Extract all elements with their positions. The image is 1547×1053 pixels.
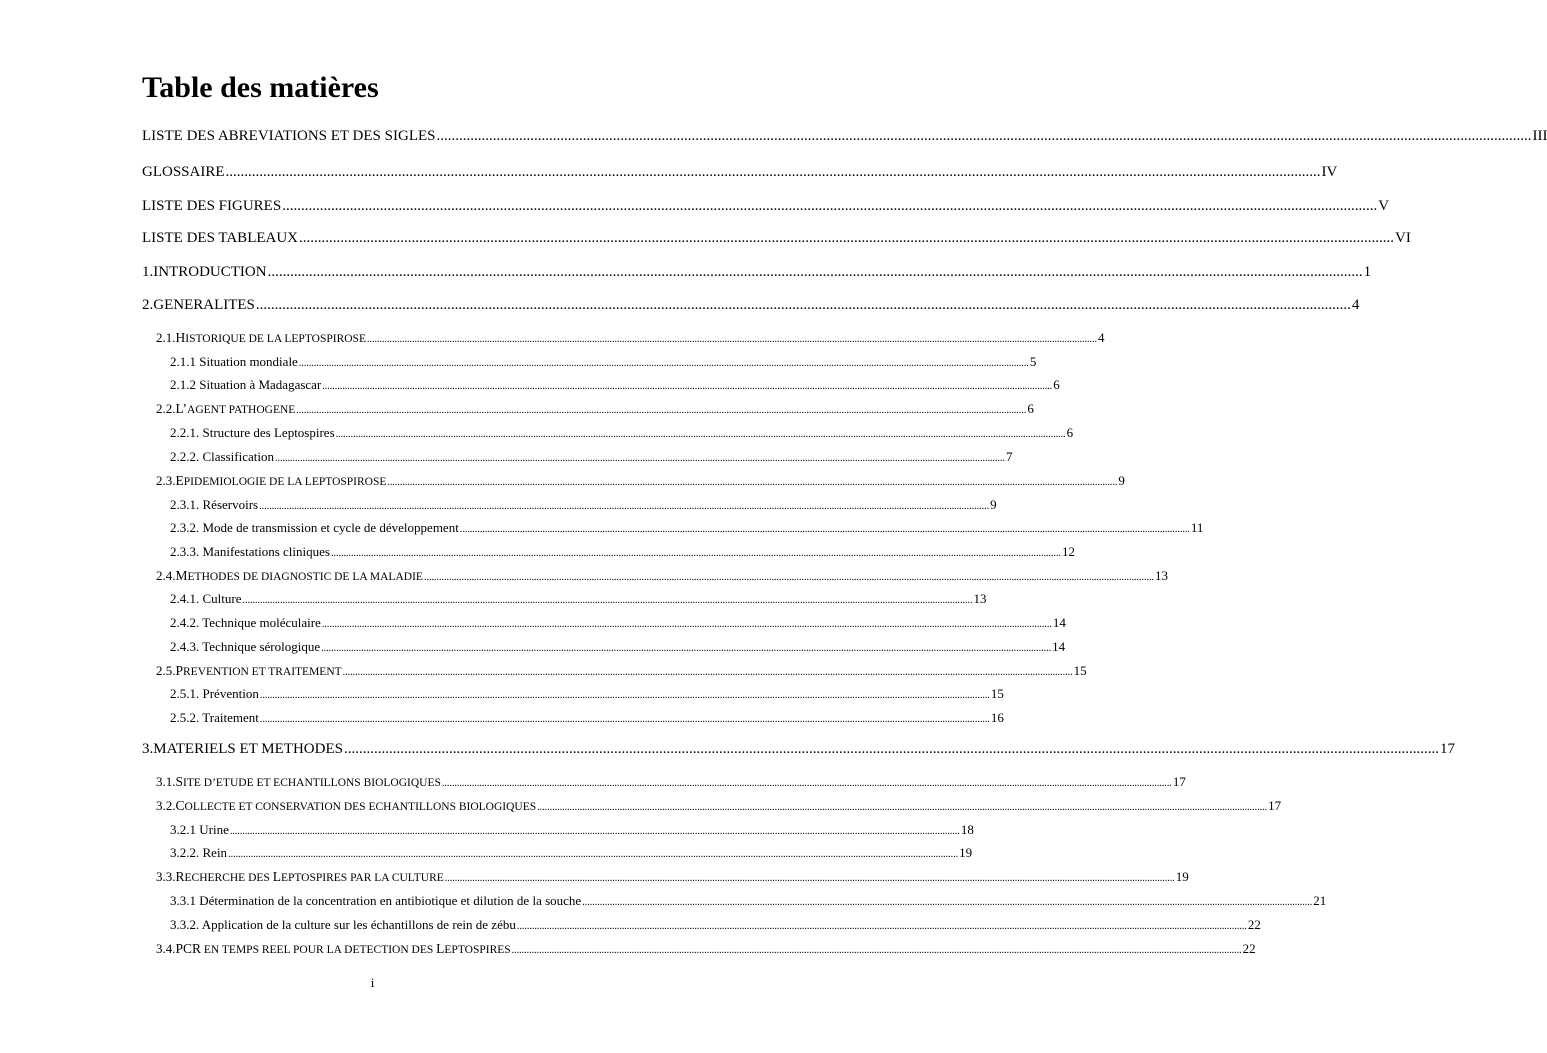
toc-entry-label: GENERALITES: [153, 297, 255, 313]
toc-subsection[interactable]: [170, 425, 1074, 441]
dot-leader: [230, 826, 960, 837]
toc-entry-page: 13: [1154, 568, 1168, 583]
dot-leader: [343, 667, 1073, 678]
toc-entry-page: 12: [1061, 544, 1075, 559]
toc-subsection[interactable]: [170, 497, 997, 513]
dot-leader: [296, 405, 1026, 416]
dot-leader: [243, 595, 973, 606]
toc-subsection[interactable]: [170, 544, 1075, 560]
toc-entry-number: 3.: [142, 741, 154, 757]
toc-entry[interactable]: [142, 128, 1547, 145]
toc-subsection[interactable]: [170, 822, 974, 838]
toc-entry-label: RECHERCHE DES LEPTOSPIRES PAR LA CULTURE: [175, 869, 444, 884]
toc-section[interactable]: [156, 798, 1282, 814]
toc-entry-label: 3.3.2. Application de la culture sur les échantillons de rein de zébu: [170, 917, 516, 932]
dot-leader: [260, 690, 990, 701]
dot-leader: [344, 741, 1439, 758]
toc-entry-page: V: [1378, 198, 1390, 214]
toc-entry-number: 3.2.: [156, 798, 176, 813]
toc-entry-page: 17: [1439, 741, 1455, 757]
toc-entry-label: PCR EN TEMPS REEL POUR LA DETECTION DES LEPTOSPIRES: [175, 941, 511, 956]
toc-entry-page: 14: [1052, 639, 1066, 654]
toc-chapter[interactable]: [142, 297, 1360, 314]
toc-subsection[interactable]: [170, 520, 1204, 536]
dot-leader: [275, 453, 1005, 464]
toc-entry-page: 15: [1073, 663, 1087, 678]
toc-entry-number: 2.5.: [156, 663, 176, 678]
dot-leader: [460, 524, 1190, 535]
toc-entry[interactable]: [142, 230, 1411, 247]
toc-entry-label: INTRODUCTION: [153, 264, 267, 280]
toc-entry-page: 4: [1097, 330, 1105, 345]
toc-entry-label: LISTE DES FIGURES: [142, 198, 282, 214]
dot-leader: [322, 381, 1052, 392]
dot-leader: [260, 714, 990, 725]
toc-section[interactable]: [156, 869, 1189, 885]
toc-entry-page: VI: [1395, 230, 1411, 246]
toc-entry-label: 2.4.3. Technique sérologique: [170, 639, 321, 654]
toc-entry-page: 6: [1053, 377, 1060, 392]
toc-entry-page: 22: [1247, 917, 1261, 932]
dot-leader: [517, 921, 1247, 932]
dot-leader: [367, 334, 1097, 345]
toc-entry-page: 21: [1313, 893, 1327, 908]
dot-leader: [582, 897, 1312, 908]
toc-entry-number: 2.1.: [156, 330, 176, 345]
dot-leader: [299, 358, 1029, 369]
toc-entry-label: 2.5.2. Traitement: [170, 710, 259, 725]
dot-leader: [268, 264, 1363, 281]
toc-entry[interactable]: [142, 164, 1338, 181]
toc-entry-label: PREVENTION ET TRAITEMENT: [175, 663, 342, 678]
toc-subsection[interactable]: [170, 639, 1066, 655]
toc-entry[interactable]: [142, 198, 1390, 215]
toc-subsection[interactable]: [170, 615, 1066, 631]
toc-chapter[interactable]: [142, 741, 1455, 758]
toc-entry-page: 17: [1268, 798, 1282, 813]
toc-subsection[interactable]: [170, 449, 1013, 465]
toc-entry-number: 3.3.: [156, 869, 176, 884]
dot-leader: [445, 873, 1175, 884]
toc-entry-number: 2.2.: [156, 401, 176, 416]
toc-section[interactable]: [156, 568, 1168, 584]
toc-entry-page: IV: [1321, 164, 1338, 180]
toc-entry-label: 2.1.1 Situation mondiale: [170, 354, 298, 369]
toc-section[interactable]: [156, 401, 1034, 417]
toc-entry-label: 2.1.2 Situation à Madagascar: [170, 377, 322, 392]
toc-entry-number: 3.1.: [156, 774, 176, 789]
toc-subsection[interactable]: [170, 917, 1261, 933]
dot-leader: [442, 778, 1172, 789]
dot-leader: [228, 849, 958, 860]
dot-leader: [259, 501, 989, 512]
dot-leader: [424, 572, 1154, 583]
toc-entry-page: 9: [1118, 473, 1125, 488]
toc-entry-label: L’AGENT PATHOGENE: [175, 401, 296, 416]
toc-entry-number: 2.3.: [156, 473, 176, 488]
toc-entry-label: MATERIELS ET METHODES: [153, 741, 343, 757]
toc-section[interactable]: [156, 330, 1105, 346]
toc-entry-label: LISTE DES TABLEAUX: [142, 230, 299, 246]
toc-entry-label: 2.3.1. Réservoirs: [170, 497, 259, 512]
toc-entry-page: 7: [1006, 449, 1013, 464]
dot-leader: [537, 802, 1267, 813]
toc-entry-number: 1.: [142, 264, 154, 280]
toc-entry-label: HISTORIQUE DE LA LEPTOSPIROSE: [175, 330, 366, 345]
toc-entry-number: 2.4.: [156, 568, 176, 583]
dot-leader: [322, 619, 1052, 630]
toc-subsection[interactable]: [170, 893, 1327, 909]
toc-entry-number: 3.4.: [156, 941, 176, 956]
toc-entry-label: 2.4.1. Culture: [170, 591, 242, 606]
toc-entry-page: 11: [1190, 520, 1204, 535]
dot-leader: [331, 548, 1061, 559]
dot-leader: [321, 643, 1051, 654]
toc-entry-page: 15: [990, 686, 1004, 701]
dot-leader: [226, 164, 1321, 181]
toc-entry-label: 2.2.2. Classification: [170, 449, 274, 464]
toc-entry-page: 22: [1242, 941, 1256, 956]
toc-entry-page: 17: [1172, 774, 1186, 789]
toc-entry-page: 19: [1175, 869, 1189, 884]
toc-entry-page: III: [1532, 128, 1547, 144]
page-title: Table des matières: [142, 71, 379, 104]
toc-entry-label: COLLECTE ET CONSERVATION DES ECHANTILLONS BIOLOGIQUES: [175, 798, 537, 813]
toc-section[interactable]: [156, 774, 1186, 790]
toc-subsection[interactable]: [170, 354, 1037, 370]
toc-entry-page: 6: [1027, 401, 1034, 416]
toc-entry-page: 19: [959, 845, 973, 860]
dot-leader: [299, 230, 1394, 247]
toc-entry-label: 2.5.1. Prévention: [170, 686, 259, 701]
toc-subsection[interactable]: [170, 845, 973, 861]
dot-leader: [512, 945, 1242, 956]
toc-entry-label: 2.2.1. Structure des Leptospires: [170, 425, 335, 440]
toc-entry-page: 5: [1029, 354, 1037, 369]
toc-entry-label: SITE D’ETUDE ET ECHANTILLONS BIOLOGIQUES: [175, 774, 441, 789]
toc-entry-label: 2.3.2. Mode de transmission et cycle de développement: [170, 520, 459, 535]
toc-entry-label: 3.2.2. Rein: [170, 845, 228, 860]
toc-entry-label: GLOSSAIRE: [142, 164, 225, 180]
toc-subsection[interactable]: [170, 686, 1004, 702]
toc-entry-page: 6: [1066, 425, 1074, 440]
dot-leader: [436, 128, 1531, 145]
toc-entry-label: 3.3.1 Détermination de la concentration en antibiotique et dilution de la souche: [170, 893, 582, 908]
toc-section[interactable]: [156, 941, 1256, 957]
dot-leader: [256, 297, 1351, 314]
toc-entry-label: 3.2.1 Urine: [170, 822, 229, 837]
toc-entry-label: EPIDEMIOLOGIE DE LA LEPTOSPIROSE: [175, 473, 387, 488]
toc-entry-page: 1: [1363, 264, 1372, 280]
dot-leader: [336, 429, 1066, 440]
toc-section[interactable]: [156, 663, 1087, 679]
toc-entry-page: 14: [1052, 615, 1066, 630]
toc-section[interactable]: [156, 473, 1125, 489]
toc-entry-label: 2.3.3. Manifestations cliniques: [170, 544, 330, 559]
toc-entry-page: 9: [990, 497, 997, 512]
toc-subsection[interactable]: [170, 591, 987, 607]
toc-subsection[interactable]: [170, 710, 1004, 726]
toc-entry-label: LISTE DES ABREVIATIONS ET DES SIGLES: [142, 128, 436, 144]
toc-entry-page: 18: [960, 822, 974, 837]
page-number: i: [370, 975, 375, 990]
toc-subsection[interactable]: [170, 377, 1060, 393]
toc-entry-page: 4: [1351, 297, 1360, 313]
dot-leader: [282, 198, 1377, 215]
toc-entry-number: 2.: [142, 297, 154, 313]
toc-entry-page: 16: [990, 710, 1004, 725]
toc-entry-label: METHODES DE DIAGNOSTIC DE LA MALADIE: [175, 568, 423, 583]
dot-leader: [387, 477, 1117, 488]
toc-chapter[interactable]: [142, 264, 1372, 281]
toc-entry-label: 2.4.2. Technique moléculaire: [170, 615, 321, 630]
toc-entry-page: 13: [973, 591, 987, 606]
